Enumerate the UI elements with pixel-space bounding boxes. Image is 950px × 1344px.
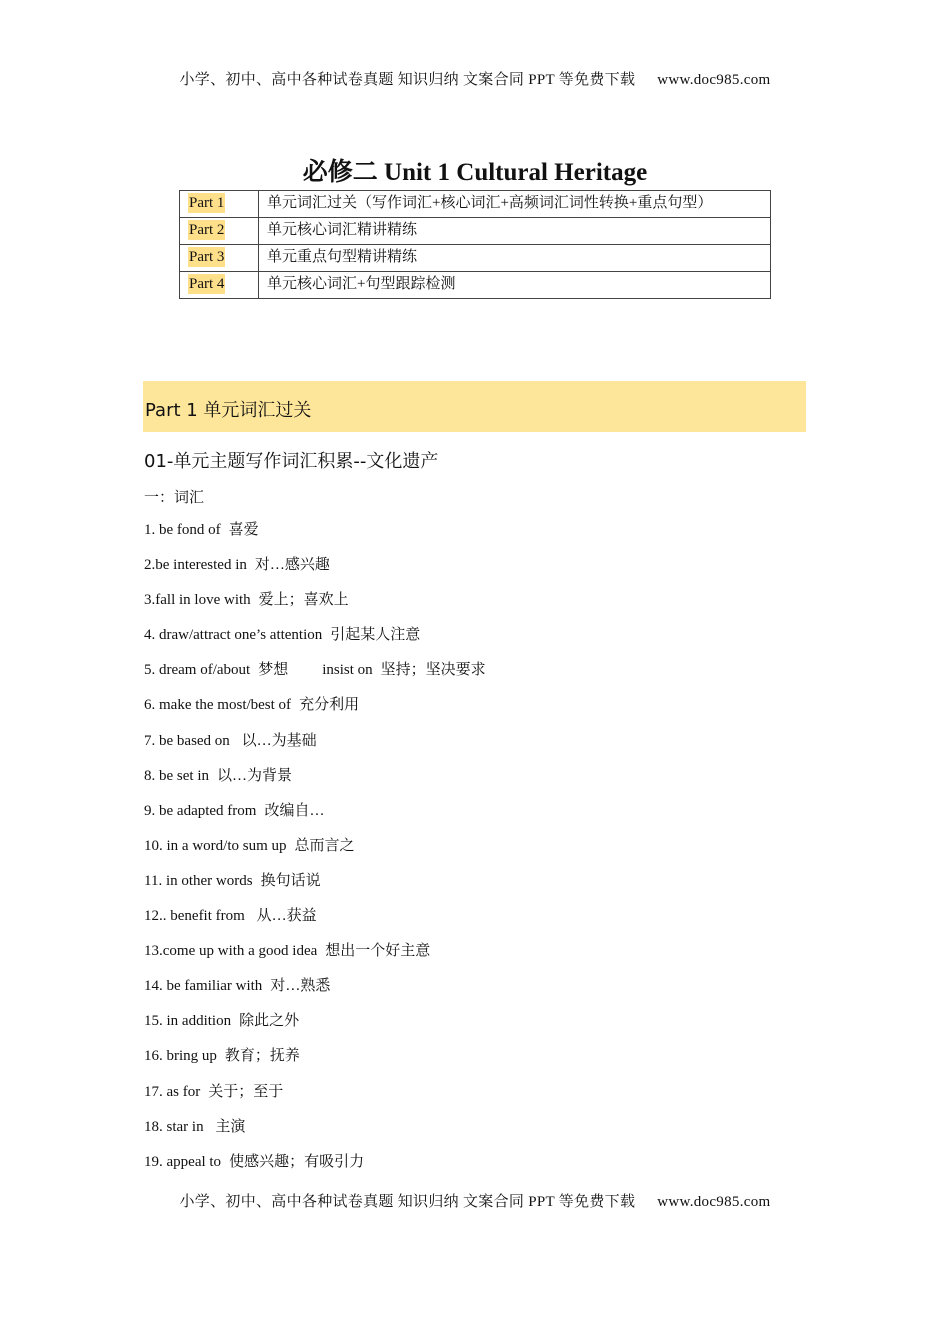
- list-item: [144, 906, 804, 941]
- vocab-chinese: 以…为基础: [237, 732, 317, 749]
- contents-part-description: 单元词汇过关（写作词汇+核心词汇+高频词汇词性转换+重点句型）: [259, 191, 771, 218]
- footer-text: 小学、初中、高中各种试卷真题 知识归纳 文案合同 PPT 等免费下载: [179, 1194, 636, 1210]
- contents-part-description: 单元重点句型精讲精练: [259, 245, 771, 272]
- footer-site-link[interactable]: www.doc985.com: [657, 1194, 771, 1210]
- vocab-chinese: 想出一个好主意: [325, 943, 431, 960]
- vocab-chinese: 从…获益: [252, 908, 317, 925]
- contents-table: [179, 190, 771, 299]
- vocab-english: 11. in other words: [144, 872, 253, 889]
- list-item: [144, 590, 804, 625]
- vocab-chinese: 坚持；坚决要求: [380, 662, 486, 679]
- list-item: [144, 801, 804, 836]
- list-item: [144, 555, 804, 590]
- vocab-english: 1. be fond of: [144, 522, 221, 538]
- section-title: 01-单元主题写作词汇积累--文化遗产: [144, 451, 439, 472]
- vocab-english: insist on: [322, 662, 373, 679]
- list-item: [144, 695, 804, 730]
- list-item: [144, 731, 804, 766]
- part-banner: [143, 381, 806, 432]
- list-item: [144, 941, 804, 976]
- list-item: [144, 871, 804, 906]
- vocab-chinese: 换句话说: [260, 872, 321, 889]
- vocab-english: 17. as for: [144, 1083, 201, 1100]
- vocab-english: 16. bring up: [144, 1048, 217, 1065]
- list-item: [144, 766, 804, 801]
- vocab-chinese: 主演: [211, 1118, 246, 1135]
- contents-row-part-4: [180, 272, 771, 299]
- contents-part-label: Part 4: [189, 276, 225, 292]
- vocab-english: 7. be based on: [144, 732, 230, 749]
- contents-part-label: Part 1: [189, 195, 225, 211]
- vocab-chinese: 使感兴趣；有吸引力: [229, 1153, 365, 1170]
- list-item: [144, 660, 804, 695]
- list-item: [144, 1117, 804, 1152]
- vocab-english: 12.. benefit from: [144, 908, 245, 925]
- header-site-link[interactable]: www.doc985.com: [657, 72, 771, 88]
- vocab-chinese: 关于；至于: [208, 1083, 284, 1100]
- vocabulary-list: [144, 520, 804, 1187]
- list-item: [144, 836, 804, 871]
- vocab-english: 4. draw/attract one’s attention: [144, 627, 323, 644]
- vocab-chinese: 对…感兴趣: [254, 557, 330, 574]
- list-item: [144, 1011, 804, 1046]
- vocab-chinese: 以…为背景: [217, 767, 293, 784]
- contents-part-description: 单元核心词汇精讲精练: [259, 218, 771, 245]
- page-header: [0, 68, 950, 89]
- list-item: [144, 1046, 804, 1081]
- vocab-chinese: 对…熟悉: [270, 978, 331, 995]
- vocab-english: 10. in a word/to sum up: [144, 837, 287, 854]
- list-item: [144, 625, 804, 660]
- vocab-chinese: 引起某人注意: [330, 627, 421, 644]
- vocab-chinese: 爱上；喜欢上: [258, 592, 349, 609]
- contents-row-part-2: [180, 218, 771, 245]
- list-item: [144, 976, 804, 1011]
- vocab-english: 19. appeal to: [144, 1153, 222, 1170]
- vocab-english: 18. star in: [144, 1118, 204, 1135]
- header-text: 小学、初中、高中各种试卷真题 知识归纳 文案合同 PPT 等免费下载: [179, 72, 636, 88]
- contents-row-part-1: [180, 191, 771, 218]
- vocab-english: 8. be set in: [144, 767, 209, 784]
- contents-row-part-3: [180, 245, 771, 272]
- contents-part-label: Part 3: [189, 249, 225, 265]
- vocab-chinese: 喜爱: [228, 522, 259, 538]
- contents-part-description: 单元核心词汇+句型跟踪检测: [259, 272, 771, 299]
- list-item: [144, 1082, 804, 1117]
- vocab-chinese: 除此之外: [239, 1013, 300, 1030]
- vocab-chinese: 教育；抚养: [224, 1048, 300, 1065]
- page-footer: [0, 1190, 950, 1211]
- contents-part-label: Part 2: [189, 222, 225, 238]
- vocab-english: 6. make the most/best of: [144, 697, 292, 714]
- subheading: 一：词汇: [144, 490, 205, 506]
- page-title: 必修二 Unit 1 Cultural Heritage: [302, 159, 648, 186]
- vocab-english: 3.fall in love with: [144, 592, 251, 609]
- vocab-english: 9. be adapted from: [144, 802, 257, 819]
- vocab-english: 5. dream of/about: [144, 662, 251, 679]
- vocab-chinese: 梦想: [258, 662, 289, 679]
- list-item: [144, 520, 804, 555]
- vocab-english: 13.come up with a good idea: [144, 943, 318, 960]
- vocab-english: 14. be familiar with: [144, 978, 263, 995]
- vocab-chinese: 充分利用: [299, 697, 360, 714]
- vocab-english: 2.be interested in: [144, 557, 247, 574]
- list-item: [144, 1152, 804, 1187]
- vocab-chinese: 改编自…: [264, 802, 325, 819]
- part-banner-label: Part 1 单元词汇过关: [145, 400, 312, 421]
- vocab-english: 15. in addition: [144, 1013, 232, 1030]
- vocab-chinese: 总而言之: [294, 837, 355, 854]
